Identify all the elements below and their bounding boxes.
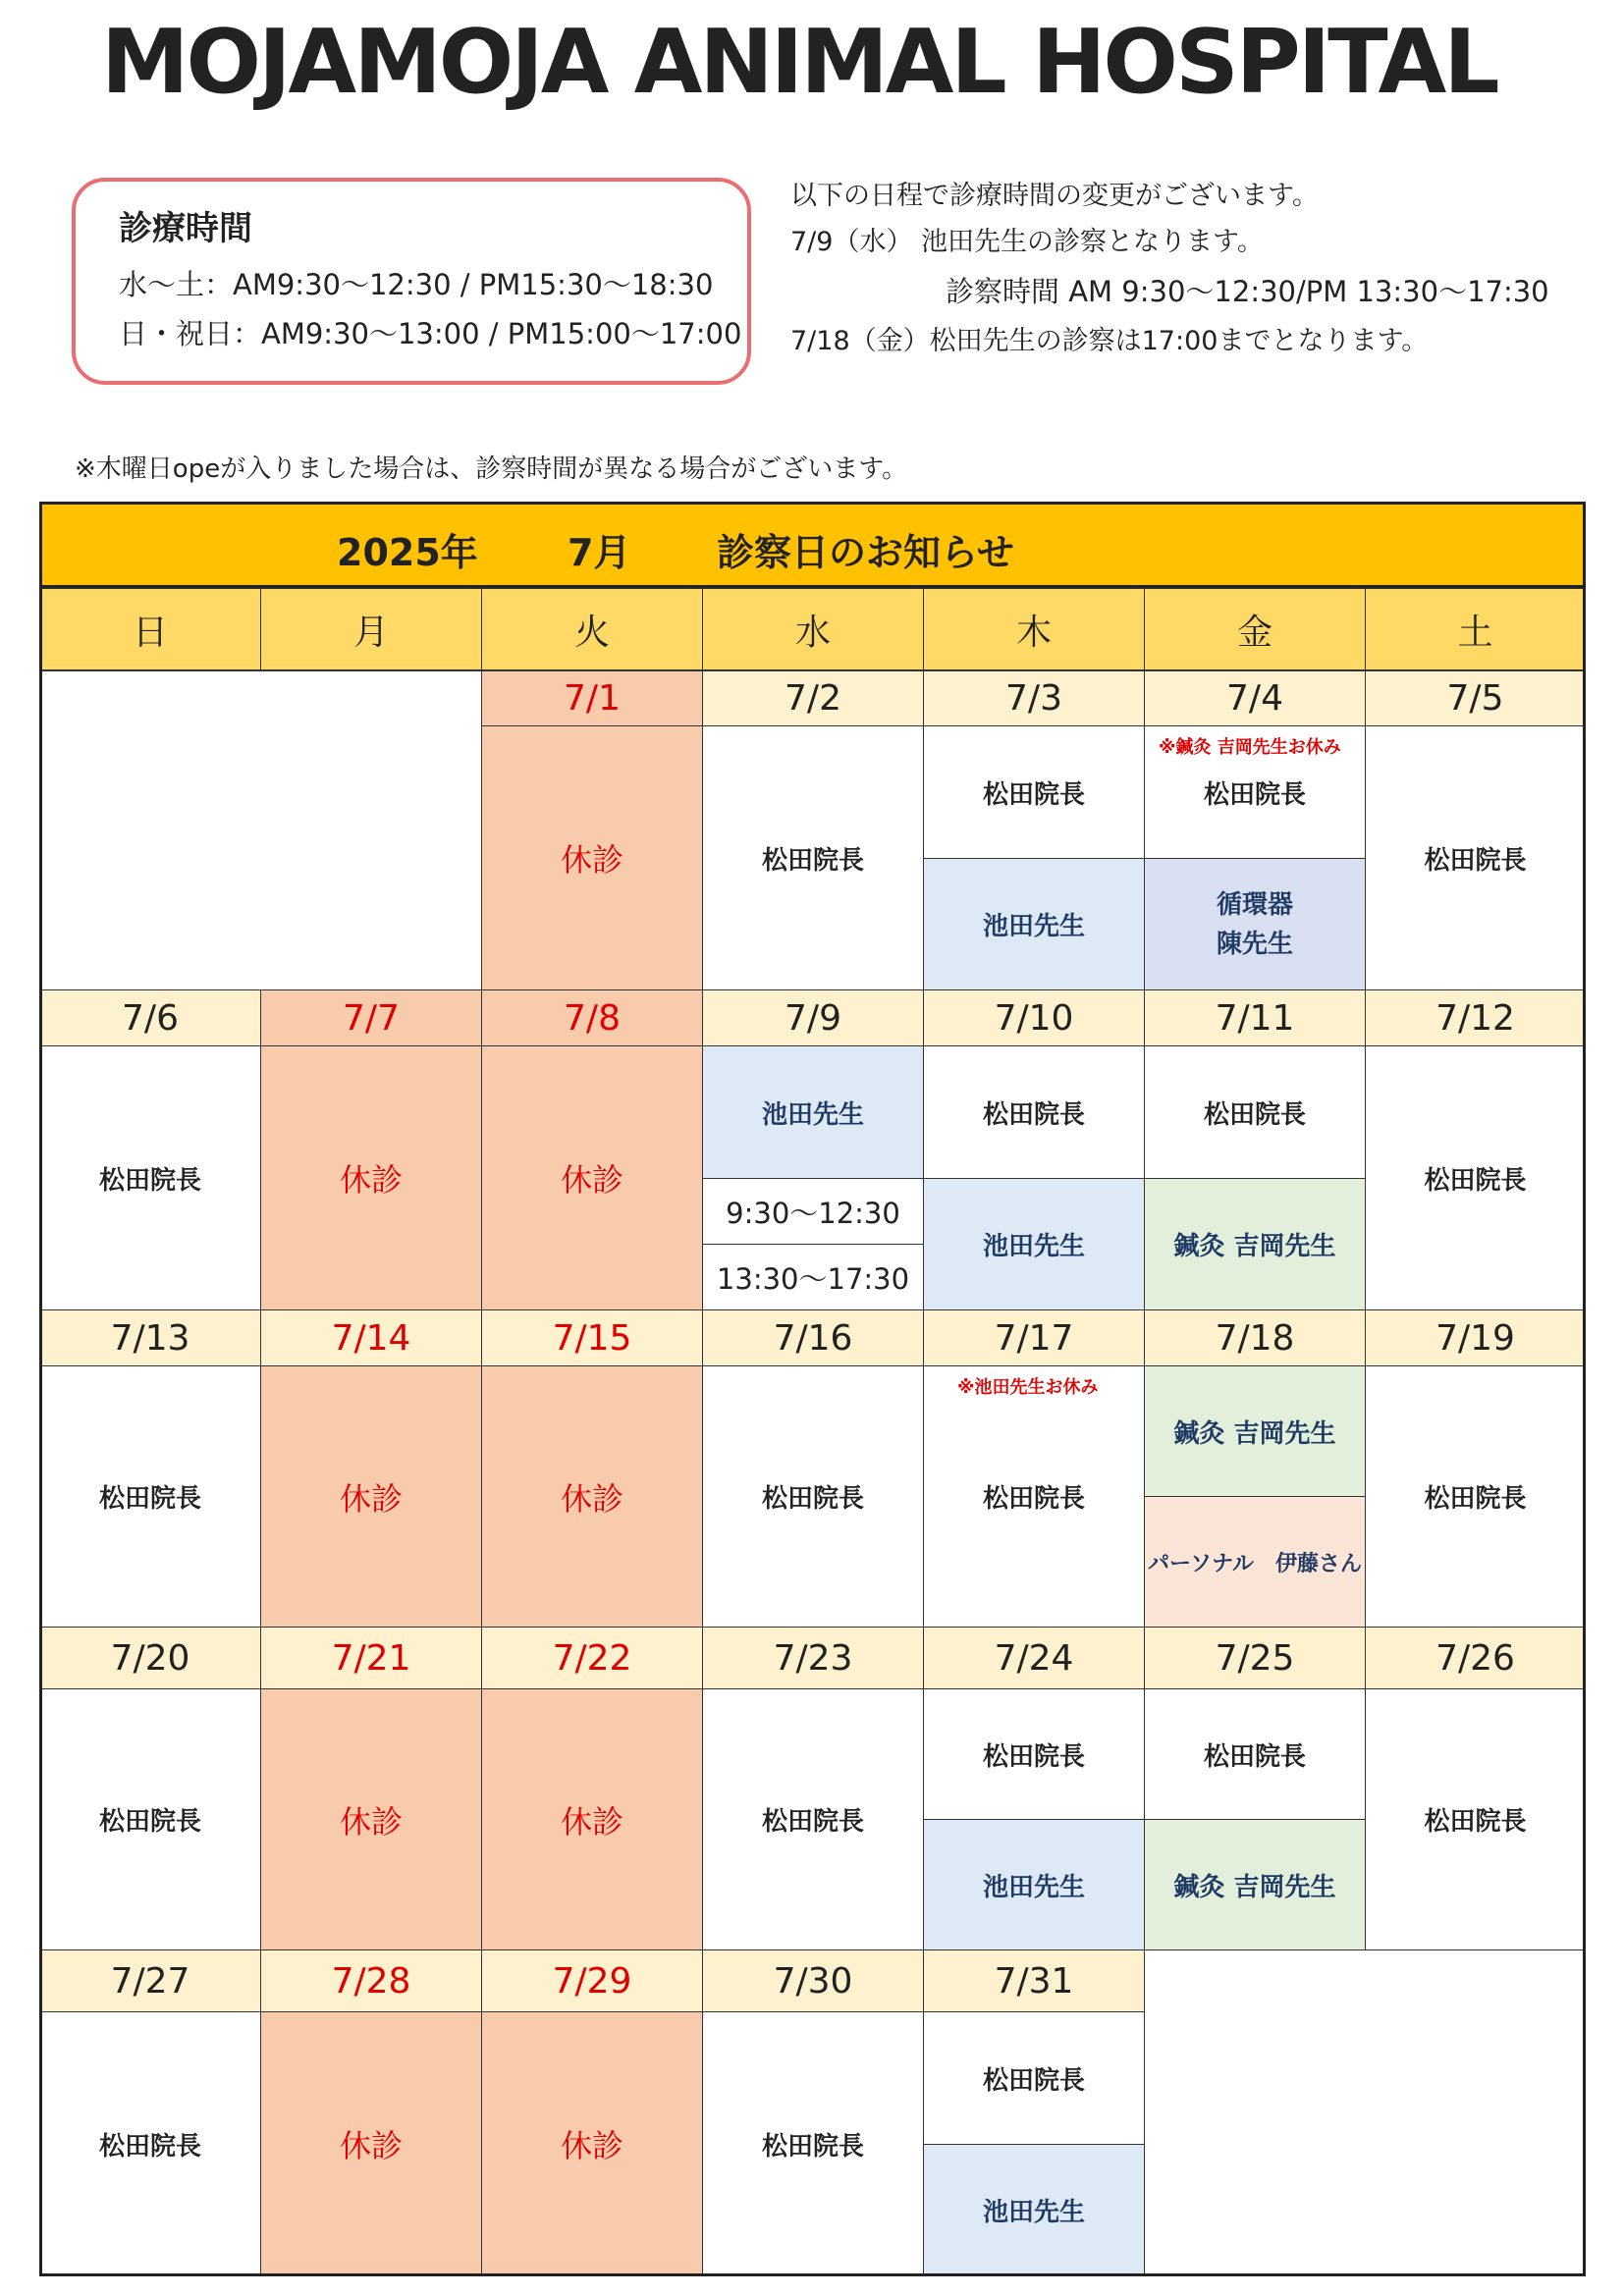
director-cell: 松田院長 [39,2011,261,2276]
notice-line: 以下の日程で診療時間の変更がございます。 [790,181,1319,211]
empty-cell [39,670,482,990]
date-cell: 7/19 [1365,1309,1586,1366]
closed-cell: 休診 [260,1365,482,1628]
circulatory-label: 循環器 [1216,889,1293,920]
date-cell: 7/30 [702,1949,924,2012]
director-cell: 松田院長 [1365,1365,1586,1628]
weekday-sat: 土 [1365,588,1586,670]
director-cell: 松田院長 [39,1688,261,1950]
date-cell: 7/22 [481,1627,703,1689]
ope-note: ※木曜日opeが入りました場合は、診察時間が異なる場合がございます。 [75,454,908,484]
calendar-year: 2025年 [337,531,478,574]
date-cell: 7/23 [702,1627,924,1689]
director-cell: 松田院長 [702,1688,924,1950]
weekday-fri: 金 [1144,588,1366,670]
empty-cell [1144,1949,1586,2276]
director-cell: 松田院長 [39,1045,261,1310]
date-cell: 7/8 [481,989,703,1046]
director-cell: 松田院長 [702,725,924,990]
circulatory-cell [1144,858,1366,990]
director-cell: 松田院長 [923,1365,1145,1628]
date-cell: 7/25 [1144,1627,1366,1689]
pm-time-cell: 13:30～17:30 [702,1244,924,1310]
director-cell: 松田院長 [1365,1045,1586,1310]
personal-cell: パーソナル 伊藤さん [1144,1496,1366,1628]
date-cell: 7/18 [1144,1309,1366,1366]
notice-line: 診察時間 AM 9:30～12:30/PM 13:30～17:30 [946,275,1549,308]
director-cell: 松田院長 [702,2011,924,2276]
date-cell: 7/21 [260,1627,482,1689]
hours-box [72,178,751,385]
calendar [39,502,1586,2276]
date-cell: 7/16 [702,1309,924,1366]
calendar-month: 7月 [568,531,631,574]
date-cell: 7/3 [923,670,1145,726]
closed-cell: 休診 [260,1045,482,1310]
closed-cell: 休診 [481,2011,703,2276]
acupuncture-cell: 鍼灸 吉岡先生 [1144,1365,1366,1497]
closed-cell: 休診 [481,1365,703,1628]
director-cell: 松田院長 [923,725,1145,859]
calendar-header [39,502,1586,588]
date-cell: 7/6 [39,989,261,1046]
date-cell: 7/12 [1365,989,1586,1046]
am-time-cell: 9:30～12:30 [702,1178,924,1245]
director-cell: 松田院長 [923,1045,1145,1179]
date-cell: 7/28 [260,1949,482,2012]
notice-line: 7/18（金）松田先生の診察は17:00までとなります。 [790,326,1429,356]
notice-line: 7/9（水） 池田先生の診察となります。 [790,227,1264,257]
date-cell: 7/5 [1365,670,1586,726]
weekday-wed: 水 [702,588,924,670]
date-cell: 7/29 [481,1949,703,2012]
closed-cell: 休診 [481,1045,703,1310]
calendar-heading: 診察日のお知らせ [717,531,1014,574]
hours-holiday: 日・祝日：AM9:30～13:00 / PM15:00～17:00 [119,317,742,350]
director-cell: 松田院長 [1144,725,1366,859]
director-cell: 松田院長 [39,1365,261,1628]
director-cell: 松田院長 [1144,1045,1366,1179]
date-cell: 7/14 [260,1309,482,1366]
date-cell: 7/24 [923,1627,1145,1689]
ikeda-cell: 池田先生 [923,1178,1145,1310]
ikeda-cell: 池田先生 [702,1045,924,1179]
acupuncture-cell: 鍼灸 吉岡先生 [1144,1819,1366,1950]
hospital-title: MOJAMOJA ANIMAL HOSPITAL [101,11,1497,114]
closed-cell: 休診 [481,725,703,990]
date-cell: 7/9 [702,989,924,1046]
date-cell: 7/27 [39,1949,261,2012]
date-cell: 7/4 [1144,670,1366,726]
chen-label: 陳先生 [1216,929,1293,959]
date-cell: 7/15 [481,1309,703,1366]
date-cell: 7/17 [923,1309,1145,1366]
ikeda-off-note: ※池田先生お休み [957,1377,1099,1398]
director-cell: 松田院長 [1144,1688,1366,1820]
ikeda-cell: 池田先生 [923,858,1145,990]
closed-cell: 休診 [260,2011,482,2276]
director-cell: 松田院長 [702,1365,924,1628]
hours-title: 診療時間 [119,209,252,248]
director-cell: 松田院長 [923,2011,1145,2145]
acupuncture-cell: 鍼灸 吉岡先生 [1144,1178,1366,1310]
weekday-sun: 日 [39,588,261,670]
date-cell: 7/7 [260,989,482,1046]
weekday-tue: 火 [481,588,703,670]
date-cell: 7/1 [481,670,703,726]
director-cell: 松田院長 [1365,725,1586,990]
date-cell: 7/26 [1365,1627,1586,1689]
director-cell: 松田院長 [1365,1688,1586,1950]
hours-weekday: 水～土：AM9:30～12:30 / PM15:30～18:30 [119,268,714,301]
closed-cell: 休診 [260,1688,482,1950]
date-cell: 7/11 [1144,989,1366,1046]
weekday-thu: 木 [923,588,1145,670]
date-cell: 7/20 [39,1627,261,1689]
date-cell: 7/10 [923,989,1145,1046]
yoshioka-off-note: ※鍼灸 吉岡先生お休み [1159,737,1341,758]
director-cell: 松田院長 [923,1688,1145,1820]
date-cell: 7/13 [39,1309,261,1366]
closed-cell: 休診 [481,1688,703,1950]
date-cell: 7/2 [702,670,924,726]
weekday-mon: 月 [260,588,482,670]
date-cell: 7/31 [923,1949,1145,2012]
ikeda-cell: 池田先生 [923,2144,1145,2276]
ikeda-cell: 池田先生 [923,1819,1145,1950]
